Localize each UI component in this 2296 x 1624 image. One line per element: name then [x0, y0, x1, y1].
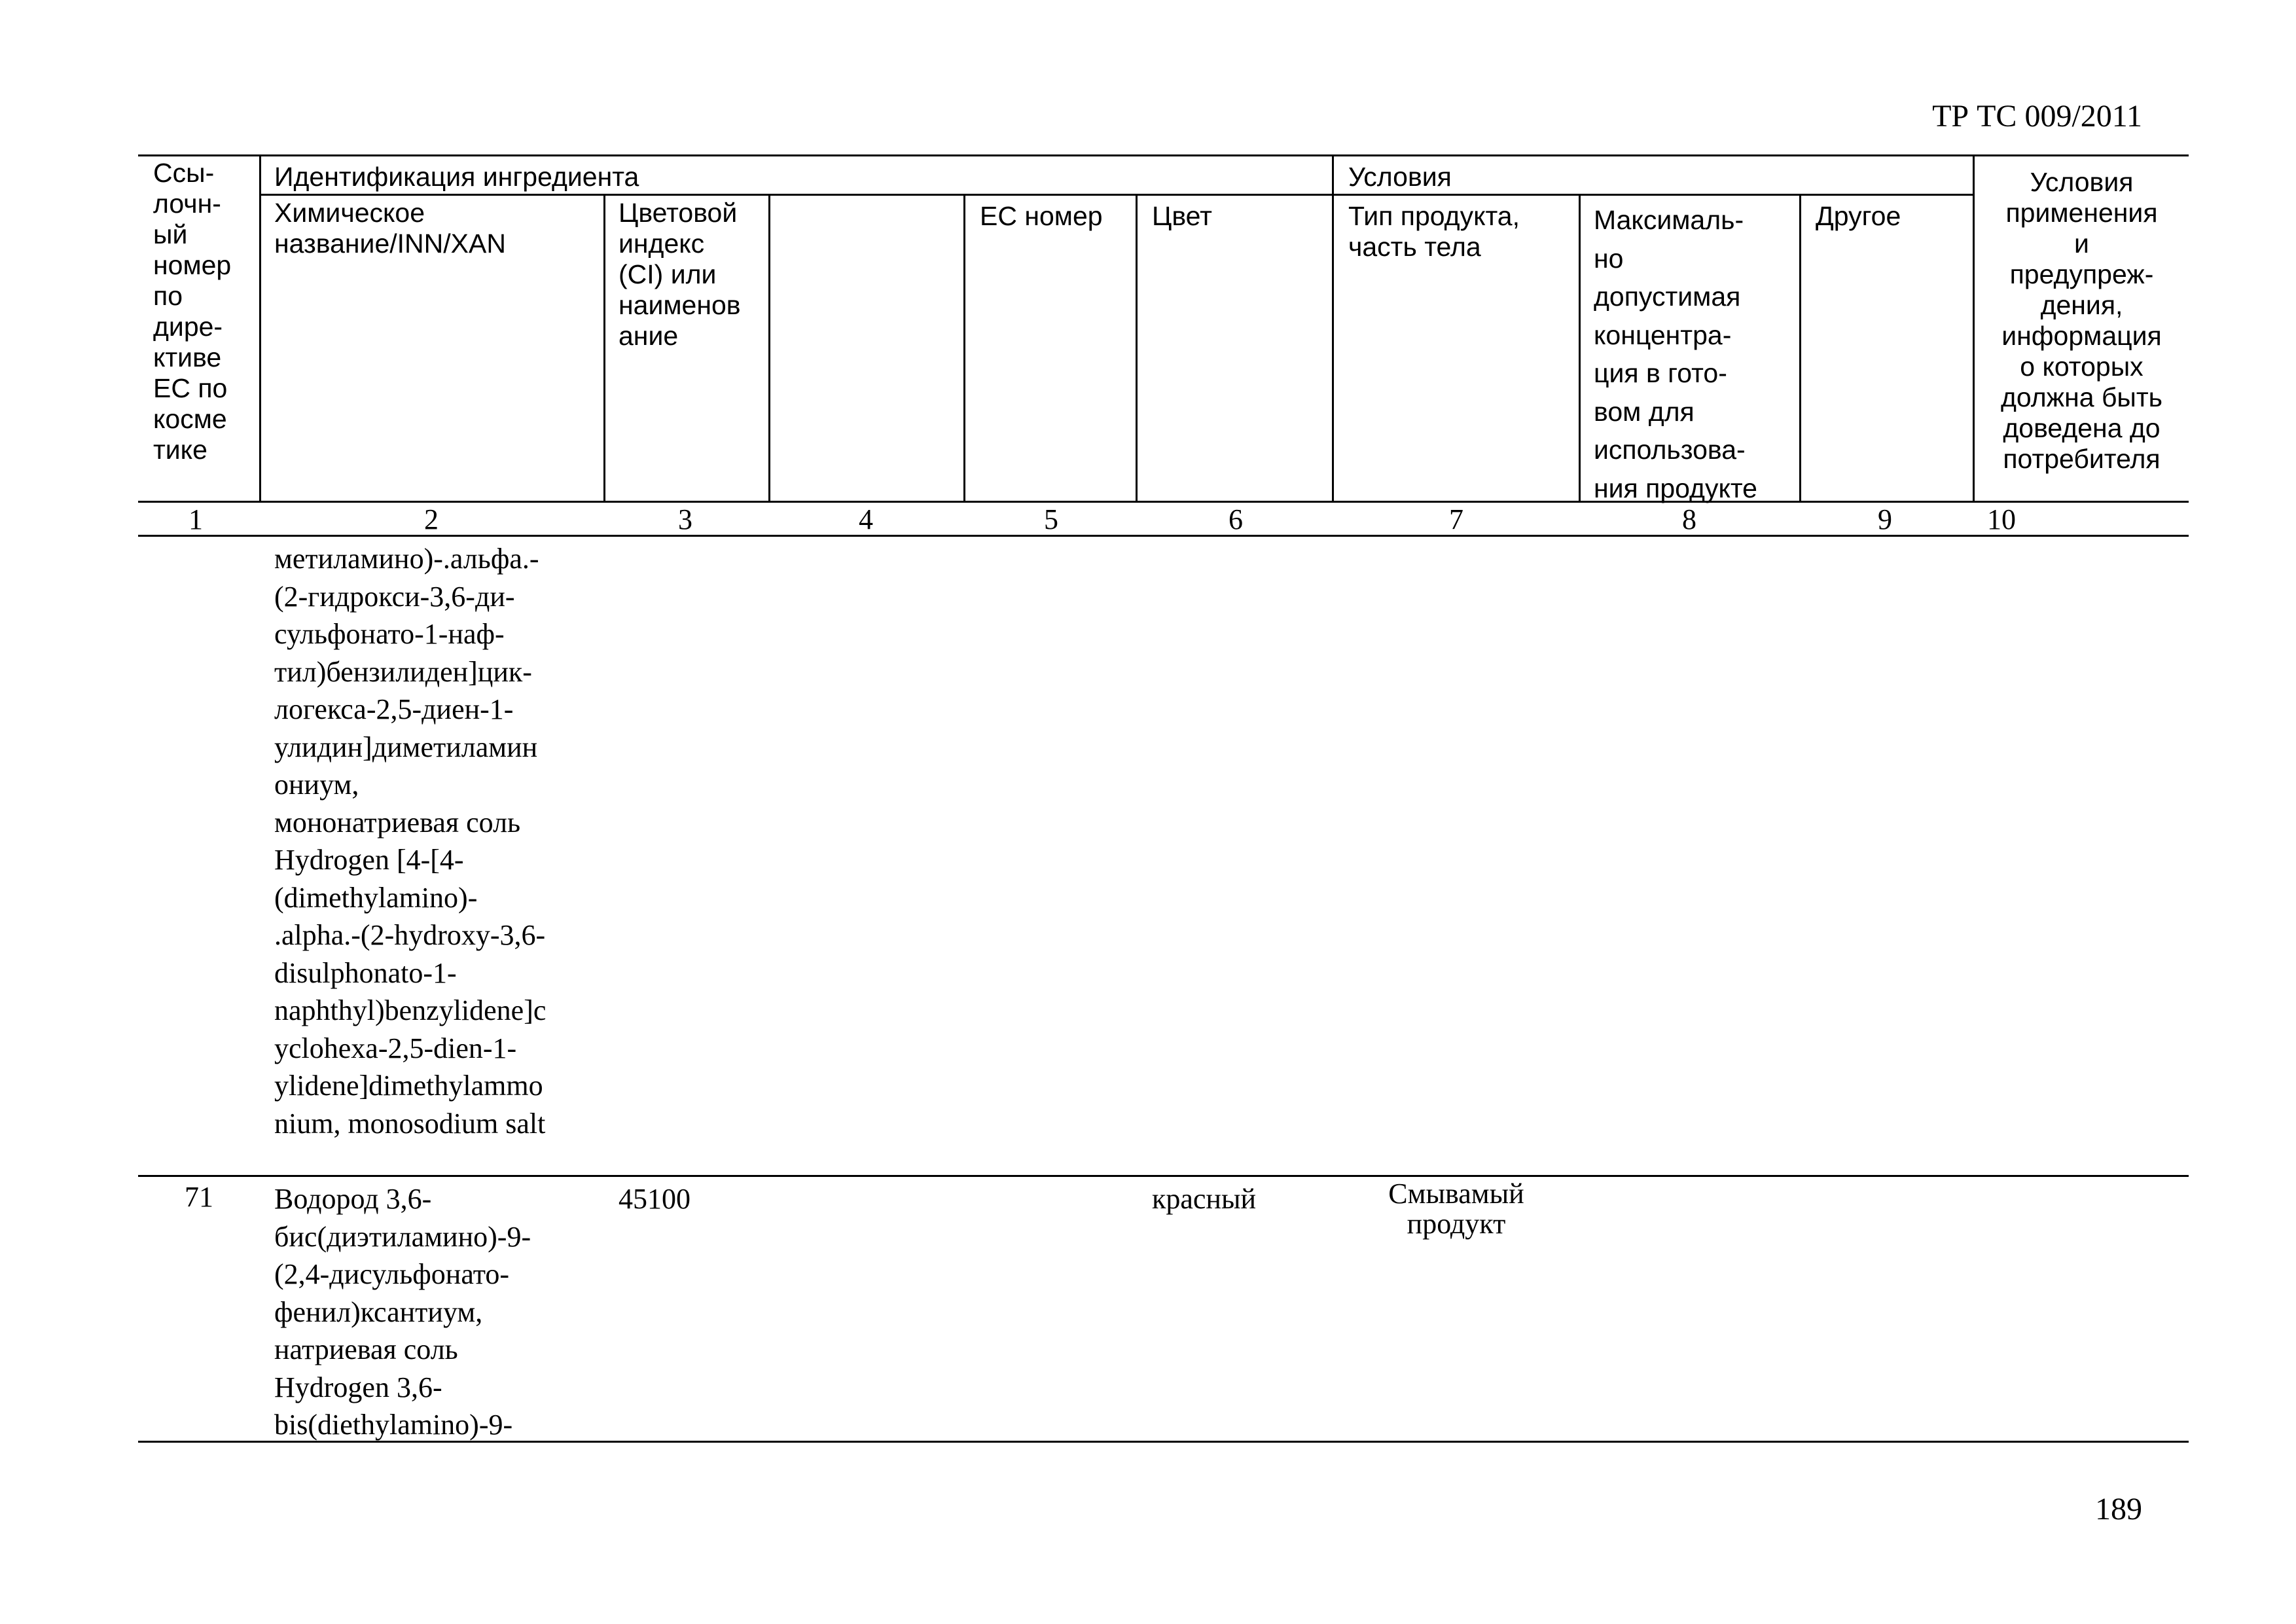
header-ingredient-identification: Идентификация ингредиента: [274, 162, 639, 192]
column-number: 1: [188, 503, 203, 535]
document-reference: ТР ТС 009/2011: [1932, 99, 2142, 134]
table-top-rule: [138, 154, 2189, 156]
table-row-chemical-name: Водород 3,6- бис(диэтиламино)-9- (2,4-дисульфонато- фенил)ксантиум, натриевая соль Hydrogen 3,6- bis(diethylamino)-9-: [274, 1183, 531, 1441]
column-number: 8: [1682, 503, 1696, 535]
header-reference-number: Ссы- лочн- ый номер по дире- ктиве ЕС по косме тике: [153, 158, 232, 465]
column-number: 7: [1449, 503, 1463, 535]
header-product-type: Тип продукта, часть тела: [1348, 201, 1520, 262]
group-header-rule: [259, 194, 1974, 196]
header-bottom-rule: [138, 501, 2189, 503]
header-max-concentration: Максималь- но допустимая концентра- ция в гото- вом для использова- ния продукте: [1594, 205, 1757, 503]
col-divider: [768, 194, 770, 502]
table-row-color: красный: [1152, 1183, 1257, 1215]
col-divider: [1136, 194, 1138, 502]
header-ec-number: EC номер: [980, 201, 1103, 231]
table-row-product-type: Смывамый продукт: [1388, 1178, 1524, 1240]
col-divider: [963, 194, 965, 502]
header-other: Другое: [1816, 201, 1901, 231]
col-divider: [259, 154, 261, 502]
header-chemical-name: Химическое название/INN/XAN: [274, 198, 506, 259]
header-conditions: Условия: [1348, 162, 1452, 192]
table-row-color-index: 45100: [619, 1183, 691, 1215]
column-number: 3: [678, 503, 692, 535]
col-divider: [1579, 194, 1581, 502]
header-color: Цвет: [1152, 201, 1212, 231]
column-number: 5: [1044, 503, 1058, 535]
column-number: 10: [1987, 503, 2016, 535]
col-divider: [603, 194, 605, 502]
table-row-reference-number: 71: [185, 1181, 213, 1213]
column-number: 2: [424, 503, 439, 535]
column-number: 4: [859, 503, 873, 535]
column-number: 9: [1878, 503, 1892, 535]
row-separator-rule: [138, 1175, 2189, 1177]
table-row-chemical-name: метиламино)-.альфа.- (2-гидрокси-3,6-ди- сульфонато-1-наф- тил)бензилиден]цик- логекса-2,5-диен-1- улидин]диметиламин ониум, мононатриевая соль Hydrogen [4-[4- (dimethylamino)- .alpha.-(2-hydroxy-3,6- disulphonato-1- naphthyl)benzylidene]c yclohexa-2,5-dien-1- ylidene]dimethylammo nium, monosodium salt: [274, 543, 547, 1140]
header-usage-conditions: Условия применения и предупреж- дения, информация о которых должна быть доведена до потребителя: [2000, 167, 2163, 474]
header-color-index: Цветовой индекс (CI) или наименов ание: [619, 198, 741, 351]
column-number: 6: [1229, 503, 1243, 535]
col-divider: [1799, 194, 1801, 502]
page-number: 189: [2095, 1492, 2142, 1526]
col-divider: [1332, 154, 1334, 502]
